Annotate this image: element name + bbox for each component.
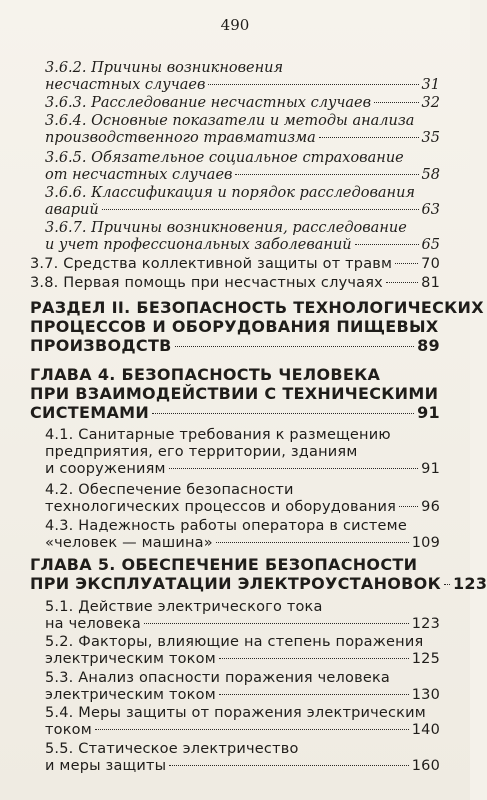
toc-entry-last-line: СИСТЕМАМИ [30, 403, 150, 422]
toc-entry[interactable] [45, 599, 440, 633]
dot-leader [144, 623, 409, 624]
toc-entry-last-line: «человек — машина» [45, 535, 213, 551]
toc-chapter-heading[interactable] [30, 365, 440, 422]
toc-entry-last-line: на человека [45, 616, 141, 632]
dot-leader [216, 542, 409, 543]
dot-leader [95, 729, 409, 730]
toc-entry-last-line: и учет профессиональных заболеваний [45, 237, 352, 253]
toc-entry[interactable] [45, 95, 440, 112]
dot-leader [235, 174, 418, 175]
toc-entry-page: 123 [452, 574, 487, 593]
toc-entry-last-line: технологических процессов и оборудования [45, 499, 397, 515]
toc-entry[interactable] [45, 220, 440, 254]
toc-entry-page: 123 [411, 616, 440, 632]
toc-entry-line: 5.3. Анализ опасности поражения человека [45, 670, 390, 686]
dot-leader [219, 658, 409, 659]
toc-entry[interactable] [45, 185, 440, 219]
toc-section-heading[interactable] [30, 298, 484, 355]
dot-leader [395, 263, 418, 264]
toc-entry[interactable] [45, 634, 440, 668]
toc-entry-page: 35 [421, 130, 440, 146]
toc-entry-page: 58 [421, 167, 440, 183]
toc-entry-page: 89 [417, 336, 440, 355]
toc-entry-line: 5.5. Статическое электричество [45, 741, 299, 757]
dot-leader [208, 84, 418, 85]
toc-entry[interactable] [45, 518, 440, 552]
dot-leader [319, 137, 419, 138]
toc-chapter-heading[interactable] [30, 555, 487, 593]
page-number: 490 [220, 16, 250, 34]
toc-entry-page: 65 [421, 237, 440, 253]
toc-entry-page: 125 [411, 651, 440, 667]
toc-entry-line: 3.6.6. Классификация и порядок расследования [45, 185, 416, 201]
toc-entry-line: ГЛАВА 4. БЕЗОПАСНОСТЬ ЧЕЛОВЕКА [30, 365, 381, 384]
toc-entry-line: 5.1. Действие электрического тока [45, 599, 323, 615]
toc-entry-page: 140 [411, 722, 440, 738]
toc-entry-line: 4.1. Санитарные требования к размещению [45, 427, 391, 443]
dot-leader [169, 468, 418, 469]
toc-entry-page: 130 [411, 687, 440, 703]
toc-entry-page: 91 [417, 403, 440, 422]
dot-leader [386, 282, 418, 283]
dot-leader [374, 102, 419, 103]
dot-leader [444, 584, 450, 585]
toc-entry-last-line: ПРОИЗВОДСТВ [30, 336, 172, 355]
toc-entry-line: РАЗДЕЛ II. БЕЗОПАСНОСТЬ ТЕХНОЛОГИЧЕСКИХ [30, 298, 484, 317]
toc-entry-last-line: аварий [45, 202, 99, 218]
toc-entry-line: 3.6.5. Обязательное социальное страхование [45, 150, 404, 166]
toc-entry-page: 81 [421, 275, 440, 291]
toc-entry-page: 91 [421, 461, 440, 477]
toc-entry-page: 31 [421, 77, 440, 93]
dot-leader [219, 694, 409, 695]
toc-entry-last-line: и меры защиты [45, 758, 167, 774]
toc-entry[interactable] [45, 60, 440, 94]
toc-entry-line: 4.2. Обеспечение безопасности [45, 482, 294, 498]
toc-entry[interactable] [45, 150, 440, 184]
toc-entry[interactable] [45, 705, 440, 739]
dot-leader [102, 209, 419, 210]
toc-entry[interactable] [45, 482, 440, 516]
dot-leader [355, 244, 419, 245]
toc-entry-line: 3.6.4. Основные показатели и методы анализа [45, 113, 415, 129]
toc-entry-last-line: 3.6.3. Расследование несчастных случаев [45, 95, 372, 111]
dot-leader [152, 413, 414, 414]
toc-entry[interactable] [30, 256, 440, 273]
toc-entry-line: предприятия, его территории, зданиям [45, 444, 358, 460]
toc-entry-last-line: током [45, 722, 92, 738]
toc-entry-last-line: несчастных случаев [45, 77, 206, 93]
toc-entry[interactable] [30, 275, 440, 292]
toc-entry-last-line: электрическим током [45, 687, 216, 703]
toc-entry-last-line: производственного травматизма [45, 130, 316, 146]
dot-leader [175, 346, 414, 347]
dot-leader [399, 506, 418, 507]
toc-entry-line: ПРИ ВЗАИМОДЕЙСТВИИ С ТЕХНИЧЕСКИМИ [30, 384, 439, 403]
toc-entry-page: 32 [421, 95, 440, 111]
toc-entry-last-line: ПРИ ЭКСПЛУАТАЦИИ ЭЛЕКТРОУСТАНОВОК [30, 574, 441, 593]
toc-entry[interactable] [45, 113, 440, 147]
toc-entry-line: ПРОЦЕССОВ И ОБОРУДОВАНИЯ ПИЩЕВЫХ [30, 317, 439, 336]
toc-entry[interactable] [45, 427, 440, 478]
toc-entry-page: 70 [421, 256, 440, 272]
toc-entry-line: 5.2. Факторы, влияющие на степень поражения [45, 634, 424, 650]
toc-entry-last-line: 3.7. Средства коллективной защиты от травм [30, 256, 393, 272]
toc-entry[interactable] [45, 741, 440, 775]
toc-entry-last-line: 3.8. Первая помощь при несчастных случаях [30, 275, 383, 291]
toc-entry[interactable] [45, 670, 440, 704]
toc-entry-line: ГЛАВА 5. ОБЕСПЕЧЕНИЕ БЕЗОПАСНОСТИ [30, 555, 418, 574]
toc-entry-line: 3.6.7. Причины возникновения, расследование [45, 220, 407, 236]
toc-entry-page: 63 [421, 202, 440, 218]
toc-entry-line: 4.3. Надежность работы оператора в системе [45, 518, 407, 534]
toc-entry-last-line: электрическим током [45, 651, 216, 667]
toc-entry-line: 3.6.2. Причины возникновения [45, 60, 284, 76]
toc-entry-last-line: и сооружениям [45, 461, 166, 477]
toc-entry-page: 160 [411, 758, 440, 774]
toc-entry-line: 5.4. Меры защиты от поражения электрическим [45, 705, 426, 721]
toc-entry-page: 109 [411, 535, 440, 551]
toc-entry-last-line: от несчастных случаев [45, 167, 233, 183]
toc-entry-page: 96 [421, 499, 440, 515]
dot-leader [169, 765, 408, 766]
